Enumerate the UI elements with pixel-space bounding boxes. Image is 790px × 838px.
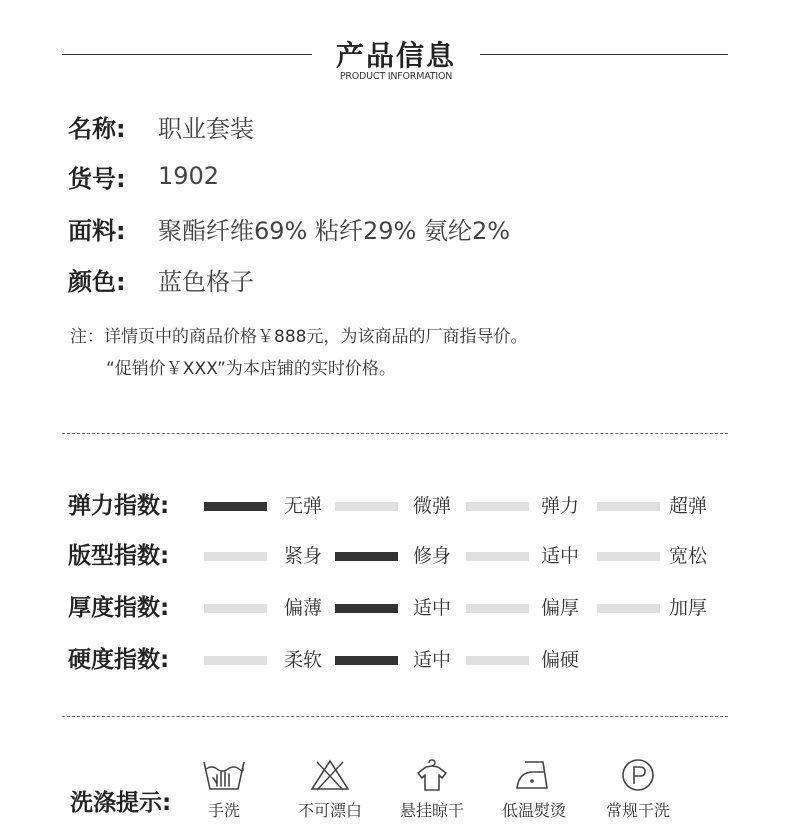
info-row-name: [68, 109, 254, 143]
care-text: 悬挂晾干: [399, 801, 464, 820]
low-iron-icon: [511, 758, 557, 792]
index-option-label: 适中: [413, 597, 452, 619]
index-label: 弹力指数:: [68, 493, 170, 519]
no-bleach-icon: [307, 758, 353, 792]
info-label: 名称:: [68, 114, 126, 143]
care-text: 常规干洗: [605, 801, 670, 820]
index-option-label: 宽松: [669, 545, 708, 567]
price-note: 注：详情页中的商品价格￥888元，为该商品的厂商指导价。: [70, 327, 528, 347]
index-option-label: 偏薄: [284, 597, 323, 619]
care-item: [590, 758, 686, 821]
index-bar-selected: [204, 502, 267, 511]
index-bar: [597, 502, 660, 511]
index-option-label: 加厚: [669, 597, 708, 619]
care-item: [176, 758, 272, 821]
index-option-label: 柔软: [284, 649, 323, 671]
index-bar: [466, 656, 529, 665]
dry-clean-p-icon: [615, 758, 661, 792]
care-text: 低温熨烫: [501, 801, 566, 820]
index-bar: [204, 656, 267, 665]
index-bar: [466, 552, 529, 561]
care-item: [384, 758, 480, 821]
hang-dry-icon: [409, 758, 455, 792]
index-bar-selected: [335, 656, 398, 665]
index-option-label: 偏硬: [541, 649, 580, 671]
dashed-divider: [62, 433, 728, 434]
info-label: 面料:: [68, 216, 126, 245]
care-item: [486, 758, 582, 821]
price-note-2: “促销价￥XXX”为本店铺的实时价格。: [106, 359, 396, 379]
index-option-label: 超弹: [669, 495, 708, 517]
index-row: [68, 591, 748, 625]
index-bar-selected: [335, 552, 398, 561]
index-row: [68, 539, 748, 573]
index-label: 版型指数:: [68, 543, 170, 569]
index-bar: [466, 604, 529, 613]
index-option-label: 适中: [541, 545, 580, 567]
index-option-label: 修身: [413, 545, 452, 567]
header-line-right: [480, 54, 728, 55]
index-option-label: 紧身: [284, 545, 323, 567]
index-option-label: 无弹: [284, 495, 323, 517]
index-option-label: 偏厚: [541, 597, 580, 619]
info-row-sku: [68, 159, 219, 193]
index-label: 硬度指数:: [68, 647, 170, 673]
index-bar: [466, 502, 529, 511]
info-label: 颜色:: [68, 267, 126, 296]
info-row-fabric: [68, 211, 510, 245]
section-subtitle: PRODUCT INFORMATION: [339, 71, 453, 82]
care-text: 不可漂白: [297, 801, 362, 820]
index-label: 厚度指数:: [68, 595, 170, 621]
info-value: 1902: [158, 162, 220, 190]
index-option-label: 微弹: [413, 495, 452, 517]
index-bar-selected: [335, 604, 398, 613]
care-label: 洗涤提示:: [70, 790, 172, 816]
section-title: 产品信息: [335, 39, 456, 72]
index-bar: [597, 552, 660, 561]
hand-wash-icon: [201, 758, 247, 792]
info-value: 职业套装: [158, 114, 254, 143]
dashed-divider: [62, 716, 728, 717]
index-bar: [597, 604, 660, 613]
header-line-left: [62, 54, 312, 55]
index-row: [68, 489, 748, 523]
index-bar: [204, 552, 267, 561]
index-bar: [335, 502, 398, 511]
care-text: 手洗: [207, 801, 240, 820]
care-item: [282, 758, 378, 821]
info-value: 蓝色格子: [158, 267, 254, 296]
index-option-label: 弹力: [541, 495, 580, 517]
info-label: 货号:: [68, 164, 126, 193]
info-value: 聚酯纤维69% 粘纤29% 氨纶2%: [158, 216, 511, 245]
info-row-color: [68, 262, 254, 296]
index-bar: [204, 604, 267, 613]
index-option-label: 适中: [413, 649, 452, 671]
index-row: [68, 643, 748, 677]
